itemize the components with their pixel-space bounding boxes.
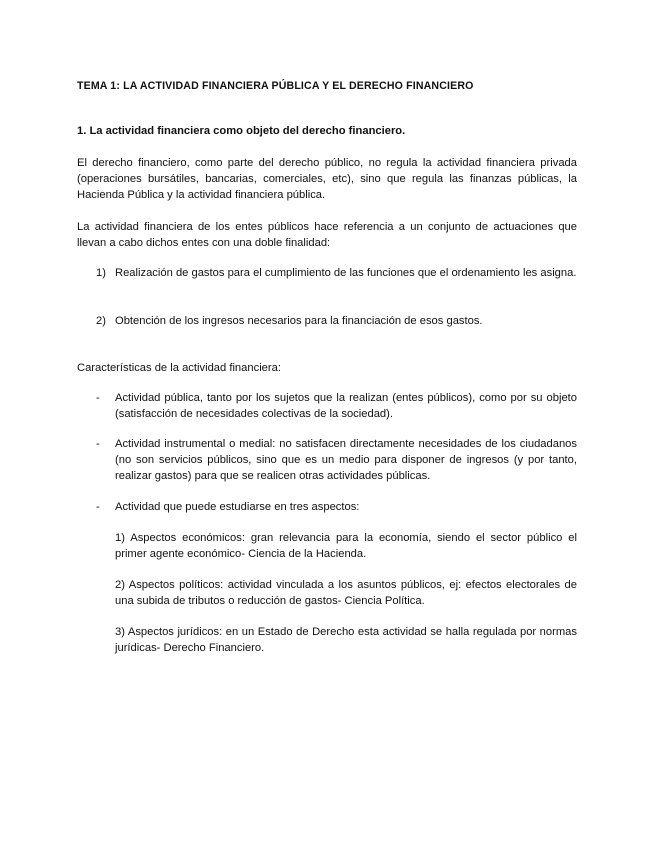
second-paragraph: La actividad financiera de los entes públicos hace referencia a un conjunto de actuaciones que llevan a cabo dichos entes con una doble finalidad: [77,221,577,249]
document-title: TEMA 1: LA ACTIVIDAD FINANCIERA PÚBLICA Y EL DERECHO FINANCIERO [77,80,474,92]
bullet-item [77,390,577,422]
bullet-item [77,436,577,484]
list-item-text: Realización de gastos para el cumplimiento de las funciones que el ordenamiento les asigna. [115,267,577,279]
numbered-item [77,313,577,329]
bullet-marker: - [96,438,100,450]
numbered-item [77,265,577,297]
list-marker: 2) [96,315,106,327]
bullet-item [77,499,577,515]
list-marker: 1) [96,267,106,279]
intro-paragraph: El derecho financiero, como parte del derecho público, no regula la actividad financiera privada (operaciones bursátiles, bancarias, comerciales, etc), sino que regula las finanzas públicas, la Hacienda Pública y la actividad financiera pública. [77,157,577,201]
bullet-marker: - [96,501,100,513]
bullet-item-text: Actividad instrumental o medial: no satisfacen directamente necesidades de los ciudadanos (no son servicios públicos, sino que es un medio para disponer de ingresos (y por tanto, realizar gastos) para que se realicen otras actividades públicas. [115,438,577,482]
bullet-marker: - [96,392,100,404]
list-item-text: Obtención de los ingresos necesarios para la financiación de esos gastos. [115,315,483,327]
characteristics-heading: Características de la actividad financiera: [77,362,281,374]
bullet-item-text: Actividad pública, tanto por los sujetos que la realizan (entes públicos), como por su objeto (satisfacción de necesidades colectivas de la sociedad). [115,392,577,420]
aspect-legal: 3) Aspectos jurídicos: en un Estado de Derecho esta actividad se halla regulada por normas jurídicas- Derecho Financiero. [115,626,577,654]
section-heading: 1. La actividad financiera como objeto del derecho financiero. [77,125,406,137]
bullet-item-text: Actividad que puede estudiarse en tres aspectos: [115,501,360,513]
aspect-economic: 1) Aspectos económicos: gran relevancia para la economía, siendo el sector público el primer agente económico- Ciencia de la Hacienda. [115,532,577,560]
aspect-political: 2) Aspectos políticos: actividad vinculada a los asuntos públicos, ej: efectos electorales de una subida de tributos o reducción de gastos- Ciencia Política. [115,579,577,607]
